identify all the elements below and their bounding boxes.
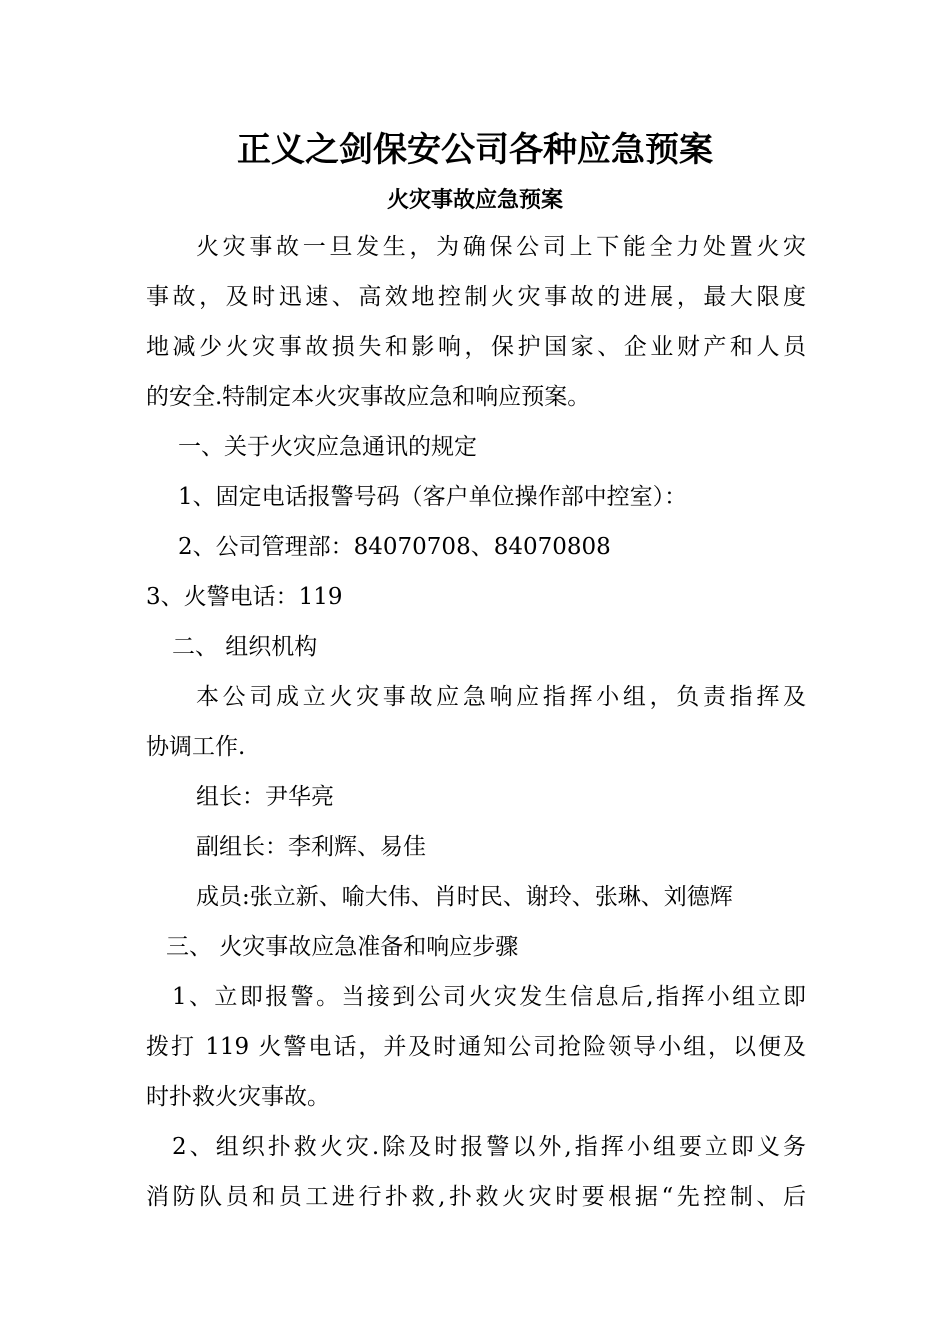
intro-line-1: 火灾事故一旦发生，为确保公司上下能全力处置火灾	[196, 234, 806, 260]
step-1-line-3: 时扑救火灾事故。	[146, 1084, 330, 1110]
section-2-para-line-2: 协调工作.	[146, 734, 246, 760]
document-title: 正义之剑保安公司各种应急预案	[237, 130, 713, 170]
deputy-leader: 副组长：李利辉、易佳	[196, 834, 426, 860]
step-2-line-1: 2、组织扑救火灾.除及时报警以外,指挥小组要立即义务	[172, 1134, 806, 1160]
intro-line-2: 事故，及时迅速、高效地控制火灾事故的进展，最大限度	[146, 284, 806, 310]
section-2-heading: 二、 组织机构	[172, 634, 318, 660]
intro-line-4: 的安全.特制定本火灾事故应急和响应预案。	[146, 384, 591, 410]
section-1-item-2: 2、公司管理部：84070708、84070808	[178, 534, 611, 560]
section-3-heading: 三、 火灾事故应急准备和响应步骤	[166, 934, 519, 960]
section-1-heading: 一、关于火灾应急通讯的规定	[178, 434, 477, 460]
document-subtitle: 火灾事故应急预案	[386, 187, 563, 213]
section-1-item-1: 1、固定电话报警号码（客户单位操作部中控室）：	[178, 484, 688, 510]
step-2-line-2: 消防队员和员工进行扑救,扑救火灾时要根据“先控制、后	[146, 1184, 806, 1210]
step-1-line-2: 拨打 119 火警电话，并及时通知公司抢险领导小组，以便及	[146, 1034, 806, 1060]
section-2-para-line-1: 本公司成立火灾事故应急响应指挥小组，负责指挥及	[196, 684, 806, 710]
group-members: 成员:张立新、喻大伟、肖时民、谢玲、张琳、刘德辉	[196, 884, 733, 910]
section-1-item-3: 3、火警电话：119	[146, 584, 343, 610]
step-1-line-1: 1、立即报警。当接到公司火灾发生信息后,指挥小组立即	[172, 984, 806, 1010]
group-leader: 组长：尹华亮	[196, 784, 334, 810]
intro-line-3: 地减少火灾事故损失和影响，保护国家、企业财产和人员	[146, 334, 806, 360]
